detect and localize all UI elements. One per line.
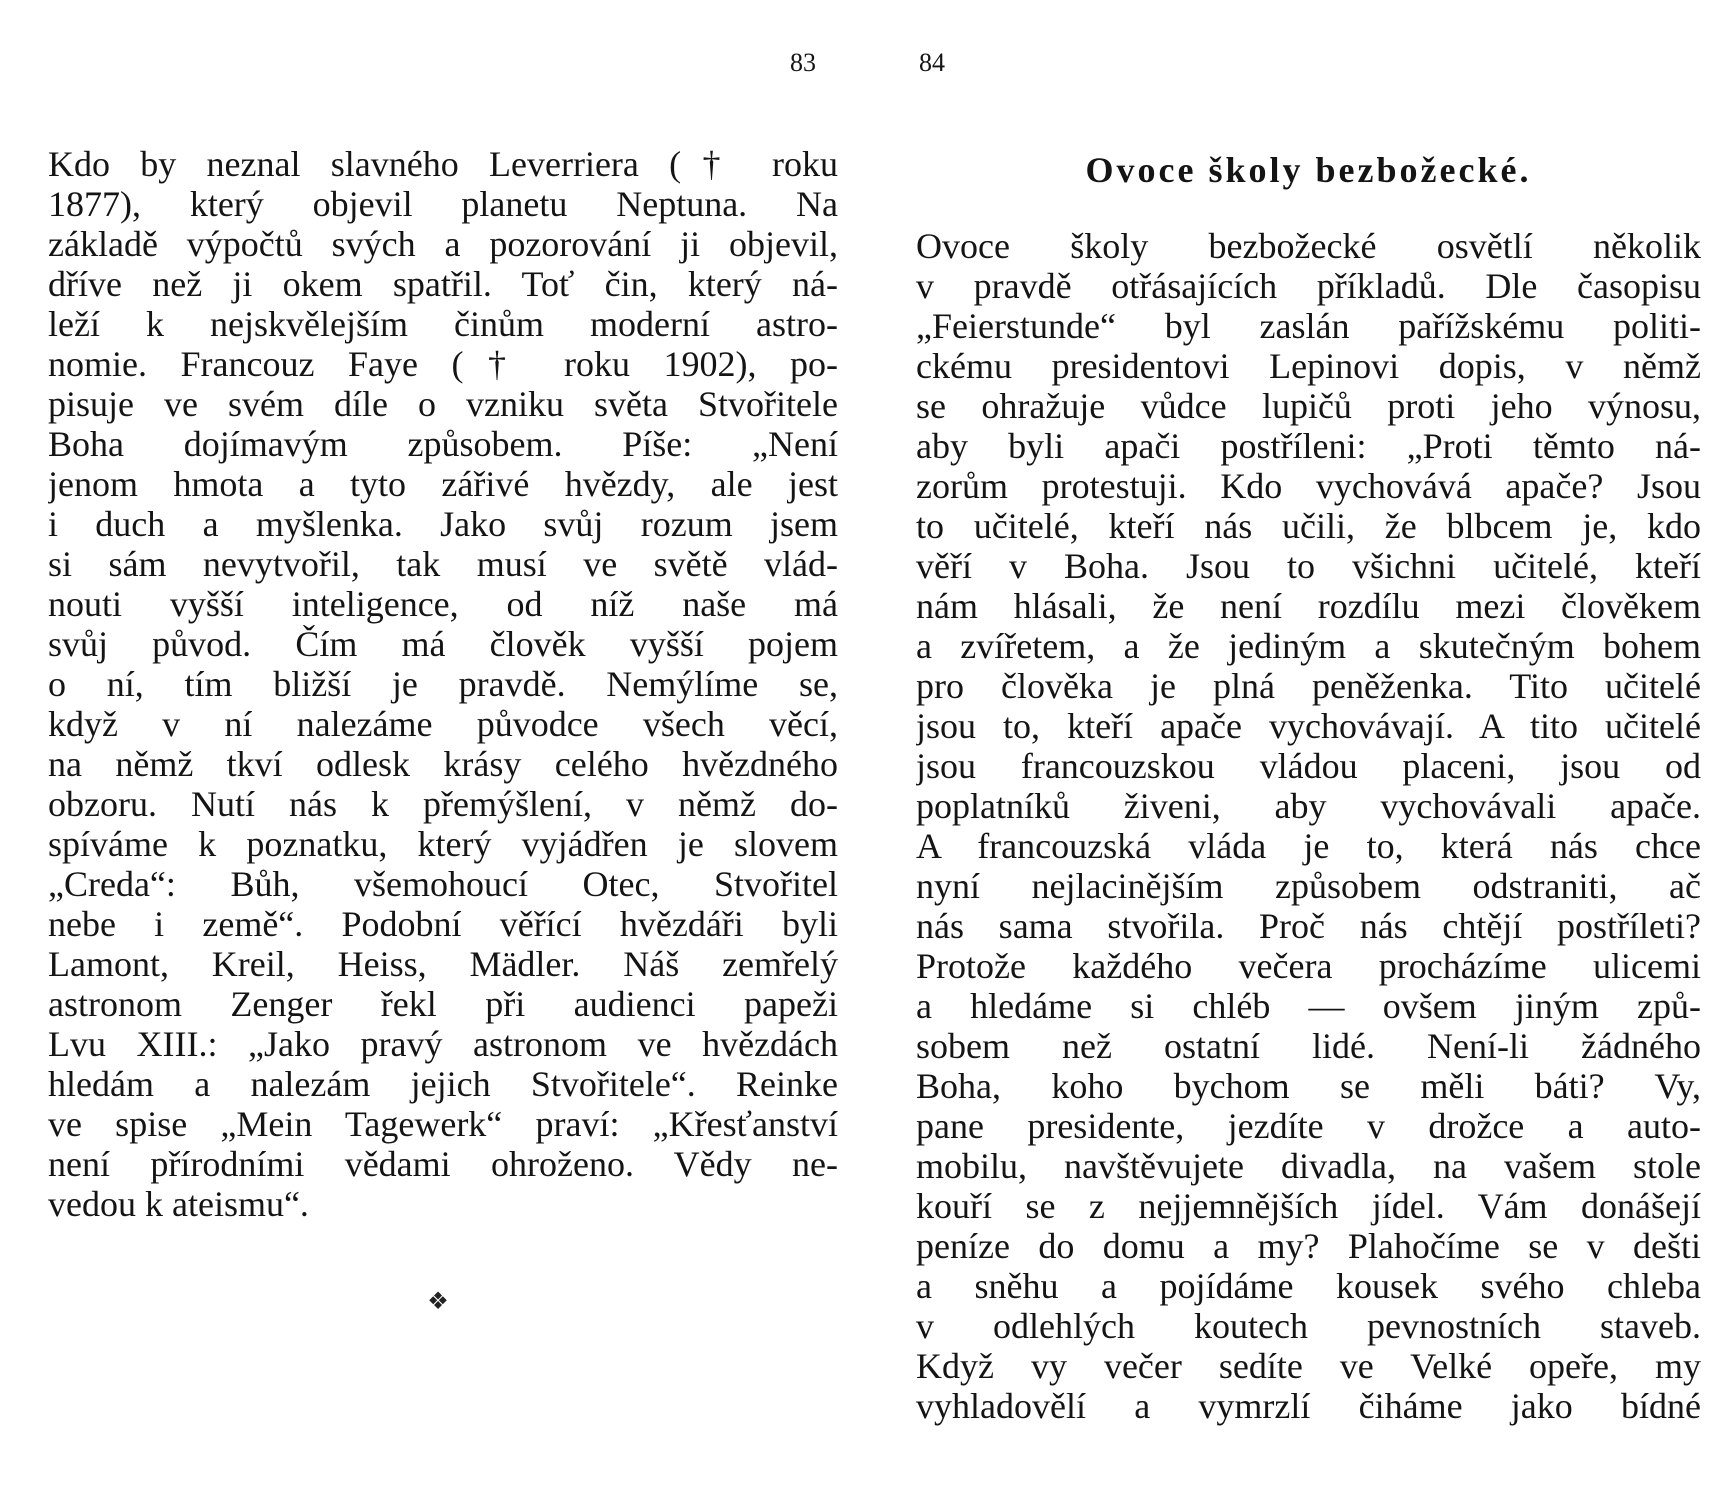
- text-line: Kdo by neznal slavného Leverriera († roku: [48, 144, 838, 184]
- text-line: v pravdě otřásajících příkladů. Dle časopisu: [916, 266, 1701, 306]
- text-line: Boha dojímavým způsobem. Píše: „Není: [48, 424, 838, 464]
- text-line: zorům protestuji. Kdo vychovává apače? Jsou: [916, 466, 1701, 506]
- text-line: leží k nejskvělejším činům moderní astro-: [48, 304, 838, 344]
- chapter-title: Ovoce školy bezbožecké.: [1085, 150, 1532, 190]
- text-line: se ohražuje vůdce lupičů proti jeho výnosu,: [916, 386, 1701, 426]
- text-line: Ovoce školy bezbožecké osvětlí několik: [916, 226, 1701, 266]
- text-line: mobilu, navštěvujete divadla, na vašem stole: [916, 1146, 1701, 1186]
- text-line: sobem než ostatní lidé. Není-li žádného: [916, 1026, 1701, 1066]
- text-line: ve spise „Mein Tagewerk“ praví: „Křesťanství: [48, 1104, 838, 1144]
- text-line: není přírodními vědami ohroženo. Vědy ne-: [48, 1144, 838, 1184]
- text-line: pro člověka je plná peněženka. Tito učitelé: [916, 666, 1701, 706]
- text-line: Když vy večer sedíte ve Velké opeře, my: [916, 1346, 1701, 1386]
- text-line: nyní nejlacinějším způsobem odstraniti, ač: [916, 866, 1701, 906]
- text-line: nebe i země“. Podobní věřící hvězdáři byli: [48, 904, 838, 944]
- right-page-body: [916, 226, 1701, 1426]
- text-line: hledám a nalezám jejich Stvořitele“. Reinke: [48, 1064, 838, 1104]
- text-line: jsou francouzskou vládou placeni, jsou od: [916, 746, 1701, 786]
- page-number-right: 84: [919, 48, 945, 77]
- text-line: základě výpočtů svých a pozorování ji objevil,: [48, 224, 838, 264]
- text-line: si sám nevytvořil, tak musí ve světě vlád-: [48, 544, 838, 584]
- page-number-left: 83: [790, 48, 816, 77]
- text-line: a hledáme si chléb — ovšem jiným způ-: [916, 986, 1701, 1026]
- text-line: pane presidente, jezdíte v drožce a auto-: [916, 1106, 1701, 1146]
- text-line: svůj původ. Čím má člověk vyšší pojem: [48, 624, 838, 664]
- left-page-body: [48, 144, 838, 1224]
- text-line: poplatníků živeni, aby vychovávali apače.: [916, 786, 1701, 826]
- text-line: nám hlásali, že není rozdílu mezi člověkem: [916, 586, 1701, 626]
- text-line: Boha, koho bychom se měli báti? Vy,: [916, 1066, 1701, 1106]
- text-line: aby byli apači postříleni: „Proti těmto ná-: [916, 426, 1701, 466]
- text-line: Protože každého večera procházíme ulicemi: [916, 946, 1701, 986]
- text-line: v odlehlých koutech pevnostních staveb.: [916, 1306, 1701, 1346]
- text-line: 1877), který objevil planetu Neptuna. Na: [48, 184, 838, 224]
- ornament-icon: ❖: [427, 1289, 449, 1315]
- text-line: nouti vyšší inteligence, od níž naše má: [48, 584, 838, 624]
- text-line: peníze do domu a my? Plahočíme se v dešti: [916, 1226, 1701, 1266]
- text-line: A francouzská vláda je to, která nás chce: [916, 826, 1701, 866]
- text-line: na němž tkví odlesk krásy celého hvězdného: [48, 744, 838, 784]
- text-line: Lamont, Kreil, Heiss, Mädler. Náš zemřelý: [48, 944, 838, 984]
- text-line: Lvu XIII.: „Jako pravý astronom ve hvězdách: [48, 1024, 838, 1064]
- text-line: jenom hmota a tyto zářivé hvězdy, ale jest: [48, 464, 838, 504]
- right-page: [864, 0, 1728, 1500]
- text-line: kouří se z nejjemnějších jídel. Vám donášejí: [916, 1186, 1701, 1226]
- text-line: nomie. Francouz Faye († roku 1902), po-: [48, 344, 838, 384]
- text-line: vedou k ateismu“.: [48, 1184, 309, 1224]
- text-line: „Feierstunde“ byl zaslán pařížskému politi-: [916, 306, 1701, 346]
- text-line: obzoru. Nutí nás k přemýšlení, v němž do-: [48, 784, 838, 824]
- text-line: a zvířetem, a že jediným a skutečným bohem: [916, 626, 1701, 666]
- text-line: astronom Zenger řekl při audienci papeži: [48, 984, 838, 1024]
- text-line: nás sama stvořila. Proč nás chtějí postříleti?: [916, 906, 1701, 946]
- text-line: ckému presidentovi Lepinovi dopis, v němž: [916, 346, 1701, 386]
- text-line: pisuje ve svém díle o vzniku světa Stvořitele: [48, 384, 838, 424]
- text-line: vyhladovělí a vymrzlí čiháme jako bídné: [916, 1386, 1701, 1426]
- text-line: „Creda“: Bůh, všemohoucí Otec, Stvořitel: [48, 864, 838, 904]
- text-line: spíváme k poznatku, který vyjádřen je slovem: [48, 824, 838, 864]
- text-line: jsou to, kteří apače vychovávají. A tito učitelé: [916, 706, 1701, 746]
- text-line: věří v Boha. Jsou to všichni učitelé, kteří: [916, 546, 1701, 586]
- text-line: to učitelé, kteří nás učili, že blbcem je, kdo: [916, 506, 1701, 546]
- text-line: když v ní nalezáme původce všech věcí,: [48, 704, 838, 744]
- text-line: a sněhu a pojídáme kousek svého chleba: [916, 1266, 1701, 1306]
- text-line: o ní, tím bližší je pravdě. Nemýlíme se,: [48, 664, 838, 704]
- text-line: dříve než ji okem spatřil. Toť čin, který ná-: [48, 264, 838, 304]
- text-line: i duch a myšlenka. Jako svůj rozum jsem: [48, 504, 838, 544]
